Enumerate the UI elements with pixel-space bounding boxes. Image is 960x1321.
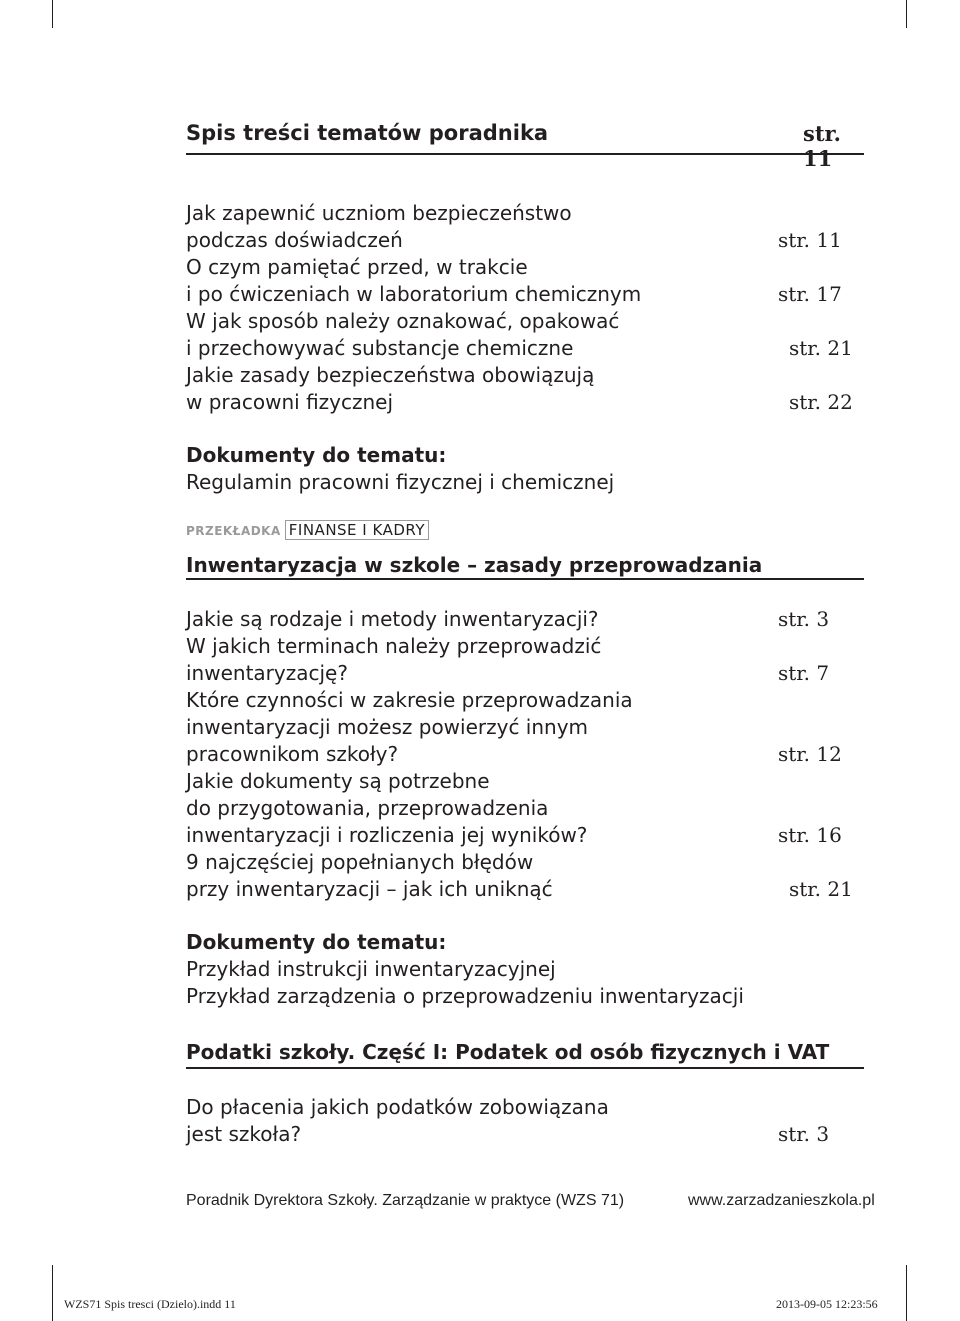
toc-entry-line: przy inwentaryzacji – jak ich uniknąć bbox=[186, 877, 553, 901]
slug-timestamp: 2013-09-05 12:23:56 bbox=[776, 1297, 878, 1311]
toc-entry-line: inwentaryzacji możesz powierzyć innym bbox=[186, 715, 589, 739]
footer-left: Poradnik Dyrektora Szkoły. Zarządzanie w praktyce (WZS 71) bbox=[186, 1192, 625, 1209]
toc-entry-line: Do płacenia jakich podatków zobowiązana bbox=[186, 1095, 609, 1119]
section2-documents-heading: Dokumenty do tematu: bbox=[186, 930, 447, 954]
section1-rule bbox=[186, 153, 864, 155]
section3-title: Podatki szkoły. Część I: Podatek od osób fizycznych i VAT bbox=[186, 1040, 830, 1064]
toc-entry-line: jest szkoła? bbox=[186, 1122, 302, 1146]
section1-title bbox=[186, 121, 864, 171]
divider-value: FINANSE I KADRY bbox=[285, 520, 429, 540]
toc-entry-page: str. 7 bbox=[778, 661, 830, 685]
section2-rule bbox=[186, 578, 864, 580]
toc-entry-line: w pracowni fizycznej bbox=[186, 390, 394, 414]
toc-entry-page: str. 22 bbox=[789, 390, 853, 414]
divider-label: PRZEKŁADKA bbox=[186, 524, 281, 538]
crop-mark bbox=[906, 0, 907, 28]
section1-documents-heading: Dokumenty do tematu: bbox=[186, 443, 447, 467]
toc-page bbox=[186, 0, 864, 1321]
document-item: Regulamin pracowni fizycznej i chemicznej bbox=[186, 470, 615, 494]
toc-entry-line: Jakie dokumenty są potrzebne bbox=[186, 769, 490, 793]
toc-entry-line: Jakie zasady bezpieczeństwa obowiązują bbox=[186, 363, 595, 387]
footer-right[interactable]: www.zarzadzanieszkola.pl bbox=[688, 1192, 875, 1209]
toc-entry-line: do przygotowania, przeprowadzenia bbox=[186, 796, 549, 820]
toc-entry-page: str. 21 bbox=[789, 877, 853, 901]
toc-entry-page: str. 12 bbox=[778, 742, 842, 766]
toc-entry-line: pracownikom szkoły? bbox=[186, 742, 399, 766]
toc-entry-line: 9 najczęściej popełnianych błędów bbox=[186, 850, 534, 874]
toc-entry-line: W jakich terminach należy przeprowadzić bbox=[186, 634, 602, 658]
section3-rule bbox=[186, 1067, 864, 1069]
section2-title: Inwentaryzacja w szkole – zasady przeprowadzania bbox=[186, 553, 763, 577]
crop-mark bbox=[906, 1265, 907, 1321]
section1-title-page: str. 11 bbox=[803, 121, 841, 171]
toc-entry-page: str. 17 bbox=[778, 282, 842, 306]
document-item: Przykład zarządzenia o przeprowadzeniu inwentaryzacji bbox=[186, 984, 744, 1008]
divider-tag bbox=[186, 521, 429, 539]
toc-entry-page: str. 16 bbox=[778, 823, 842, 847]
toc-entry-line: i przechowywać substancje chemiczne bbox=[186, 336, 574, 360]
section1-title-text: Spis treści tematów poradnika bbox=[186, 121, 549, 145]
slug-file: WZS71 Spis tresci (Dzielo).indd 11 bbox=[64, 1297, 236, 1311]
toc-entry-line: inwentaryzacji i rozliczenia jej wyników? bbox=[186, 823, 588, 847]
toc-entry-page: str. 3 bbox=[778, 607, 830, 631]
crop-mark bbox=[52, 0, 53, 28]
toc-entry-line: podczas doświadczeń bbox=[186, 228, 403, 252]
toc-entry-line: i po ćwiczeniach w laboratorium chemicznym bbox=[186, 282, 642, 306]
toc-entry-line: W jak sposób należy oznakować, opakować bbox=[186, 309, 620, 333]
crop-mark bbox=[52, 1265, 53, 1321]
document-item: Przykład instrukcji inwentaryzacyjnej bbox=[186, 957, 556, 981]
toc-entry-line: Jakie są rodzaje i metody inwentaryzacji? bbox=[186, 607, 599, 631]
toc-entry-line: inwentaryzację? bbox=[186, 661, 348, 685]
toc-entry-line: Które czynności w zakresie przeprowadzania bbox=[186, 688, 633, 712]
toc-entry-line: Jak zapewnić uczniom bezpieczeństwo bbox=[186, 201, 572, 225]
toc-entry-page: str. 21 bbox=[789, 336, 853, 360]
toc-entry-page: str. 11 bbox=[778, 228, 842, 252]
toc-entry-line: O czym pamiętać przed, w trakcie bbox=[186, 255, 528, 279]
toc-entry-page: str. 3 bbox=[778, 1122, 830, 1146]
